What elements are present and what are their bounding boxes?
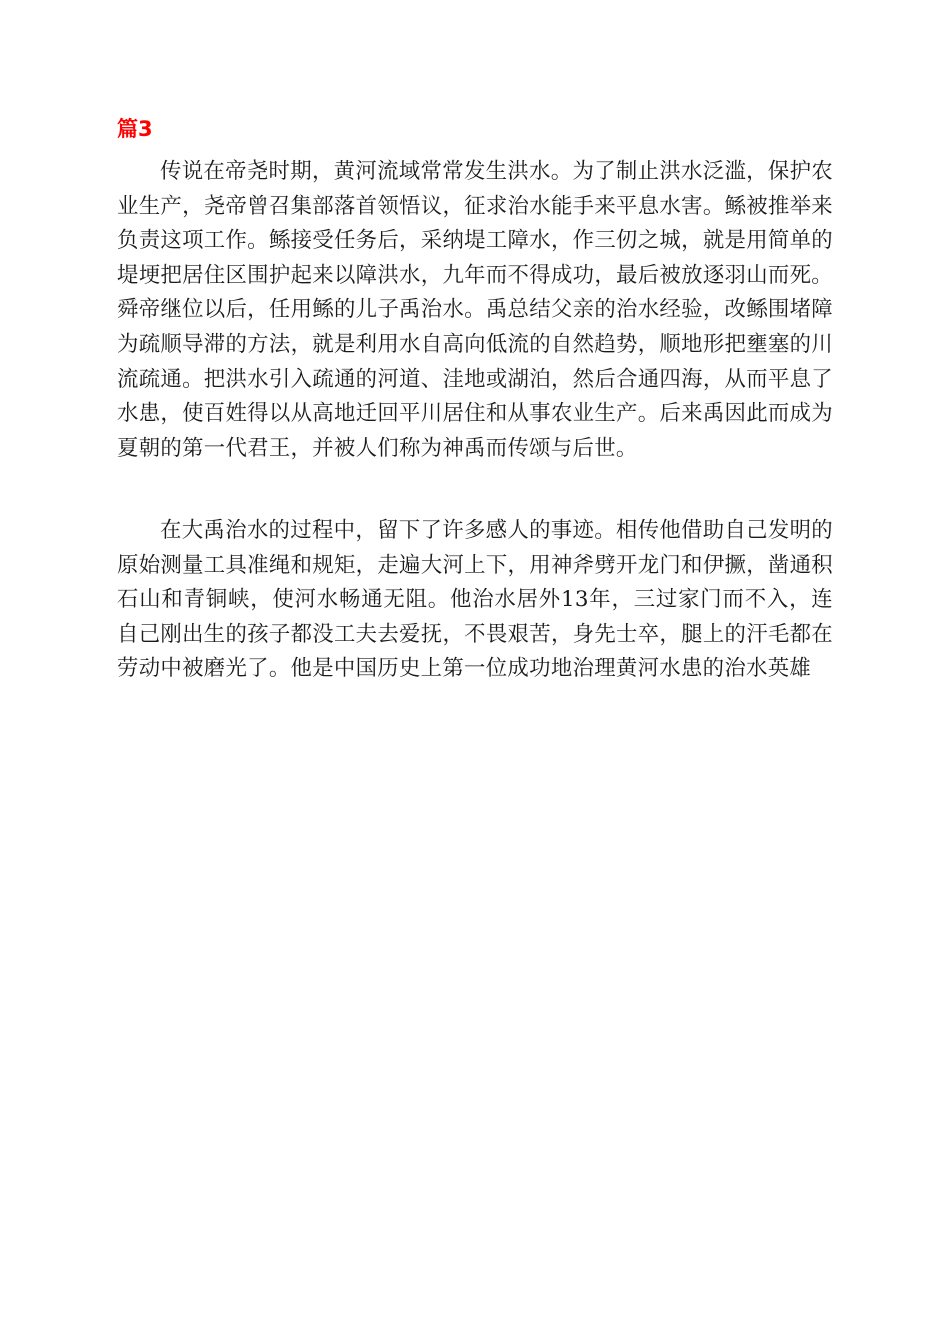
section-heading: 篇3 (117, 117, 153, 141)
paragraph-1: 传说在帝尧时期，黄河流域常常发生洪水。为了制止洪水泛滥，保护农业生产，尧帝曾召集部落首领悟议，征求治水能手来平息水害。鲧被推举来负责这项工作。鲧接受任务后，采纳堤工障水，作三仞之城，就是用简单的堤埂把居住区围护起来以障洪水，九年而不得成功，最后被放逐羽山而死。舜帝继位以后，任用鲧的儿子禹治水。禹总结父亲的治水经验，改鲧围堵障为疏顺导滞的方法，就是利用水自高向低流的自然趋势，顺地形把壅塞的川流疏通。把洪水引入疏通的河道、洼地或湖泊，然后合通四海，从而平息了水患，使百姓得以从高地迁回平川居住和从事农业生产。后来禹因此而成为夏朝的第一代君王，并被人们称为神禹而传颂与后世。 (117, 159, 833, 461)
paragraph-2: 在大禹治水的过程中，留下了许多感人的事迹。相传他借助自己发明的原始测量工具准绳和规矩，走遍大河上下，用神斧劈开龙门和伊撅，凿通积石山和青铜峡，使河水畅通无阻。他治水居外13年，三过家门而不入，连自己刚出生的孩子都没工夫去爱抚，不畏艰苦，身先士卒，腿上的汗毛都在劳动中被磨光了。他是中国历史上第一位成功地治理黄河水患的治水英雄 (117, 518, 833, 682)
